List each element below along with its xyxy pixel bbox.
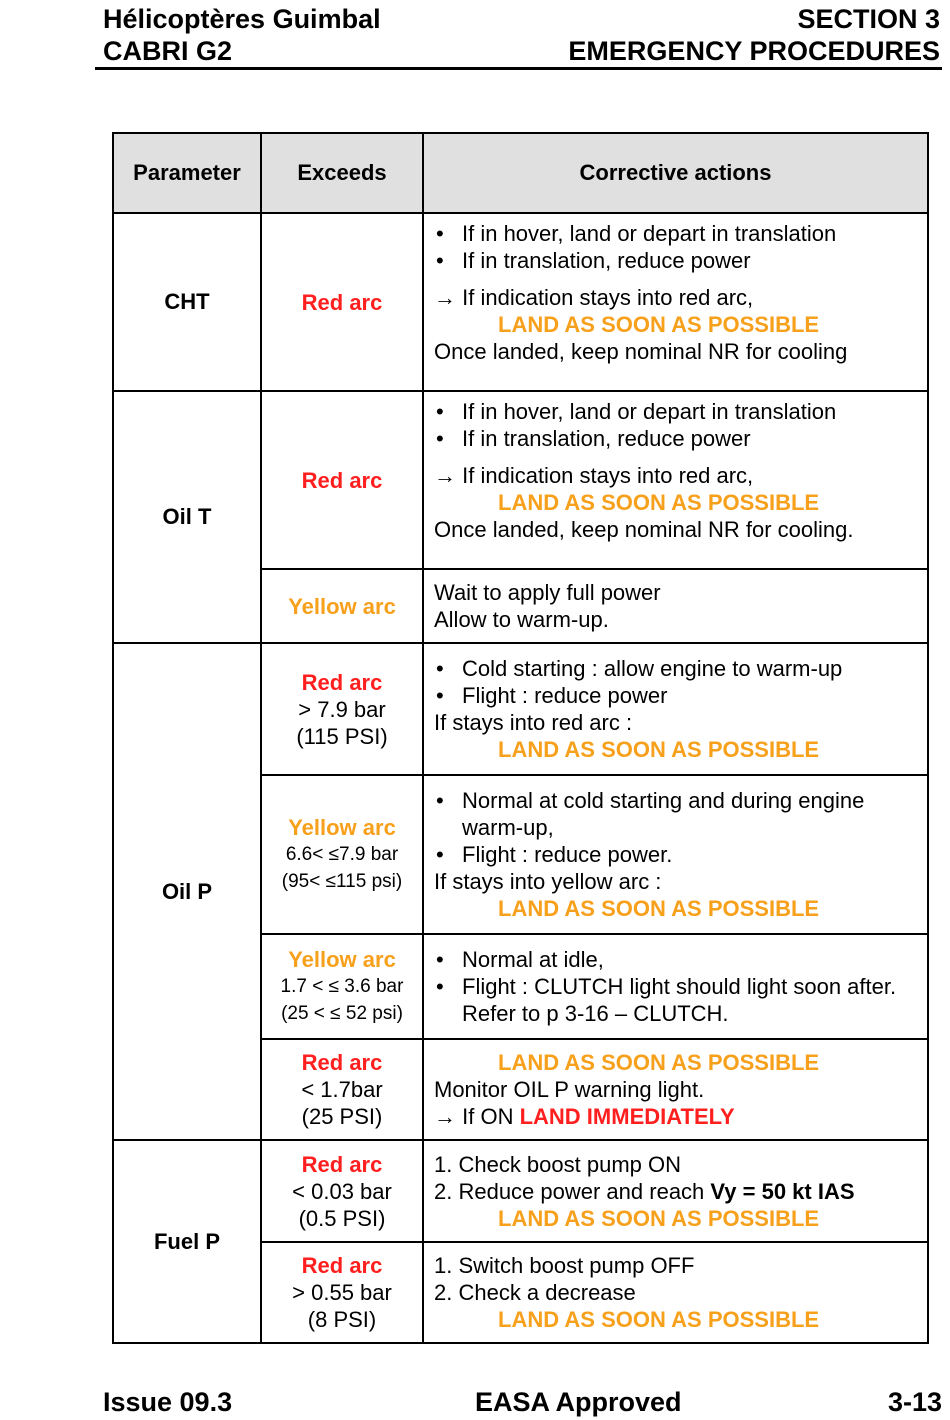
land-asap-text: LAND AS SOON AS POSSIBLE [498,490,820,515]
vy-speed-text: Vy = 50 kt IAS [710,1178,855,1204]
limit-value: (25 < ≤ 52 psi) [281,1003,403,1024]
col-exceeds: Exceeds [261,133,423,213]
land-asap-text: LAND AS SOON AS POSSIBLE [498,1307,820,1332]
footer-page-number: 3-13 [887,1387,942,1417]
exceeds-cell [261,1039,423,1140]
action-line: Wait to apply full power [434,580,661,605]
arrow-icon: → [434,1104,456,1129]
land-asap-text: LAND AS SOON AS POSSIBLE [498,1050,820,1075]
actions-cell [423,213,928,391]
limit-value: 6.6< ≤7.9 bar [285,844,399,865]
land-immediately-text: LAND IMMEDIATELY [519,1104,735,1129]
limit-value: > 7.9 bar [298,696,386,722]
limits-table [112,132,929,1344]
action-list [434,398,917,452]
list-item: • If in translation, reduce power [434,425,917,452]
section-title: EMERGENCY PROCEDURES [568,36,940,66]
col-parameter: Parameter [113,133,261,213]
exceeds-cell [261,1140,423,1242]
exceeds-label: Red arc [301,1253,383,1278]
actions-cell [423,1140,928,1242]
exceeds-label: Red arc [301,289,383,315]
table-row [113,213,928,391]
land-asap-text: LAND AS SOON AS POSSIBLE [498,737,820,762]
footer-issue: Issue 09.3 [103,1387,233,1417]
exceeds-label: Red arc [301,1050,383,1075]
action-line: Once landed, keep nominal NR for cooling. [434,517,854,542]
limit-value: (8 PSI) [307,1307,377,1332]
land-asap-text: LAND AS SOON AS POSSIBLE [498,1205,820,1231]
actions-cell [423,569,928,643]
header-right [568,3,940,67]
action-text: If indication stays into red arc, [462,285,754,310]
limit-value: (25 PSI) [301,1104,383,1129]
limit-value: < 0.03 bar [292,1178,392,1204]
param-oil-t: Oil T [113,391,261,643]
limit-value: (115 PSI) [296,723,388,749]
limit-value: (95< ≤115 psi) [281,871,403,892]
actions-cell [423,1039,928,1140]
list-item: • If in hover, land or depart in translation [434,220,917,247]
actions-cell [423,775,928,934]
list-item: • Flight : reduce power [434,682,917,709]
action-list [434,787,917,868]
list-item: • Cold starting : allow engine to warm-up [434,655,917,682]
action-text: If indication stays into red arc, [462,463,754,488]
exceeds-cell [261,934,423,1039]
exceeds-label: Red arc [301,467,383,493]
arrow-icon: → [434,285,456,310]
exceeds-cell [261,643,423,775]
action-line: If stays into red arc : [434,710,633,735]
action-line: 2. Check a decrease [434,1280,636,1305]
exceeds-cell [261,213,423,391]
limit-value: > 0.55 bar [292,1280,392,1305]
table-row [113,643,928,775]
action-line [434,1178,917,1205]
action-line [434,1103,917,1130]
action-line: Monitor OIL P warning light. [434,1077,705,1102]
action-list [434,946,917,1027]
action-list [434,220,917,274]
exceeds-cell [261,391,423,569]
exceeds-label: Yellow arc [288,815,396,840]
list-item: • Flight : reduce power. [434,841,917,868]
exceeds-label: Red arc [301,669,383,695]
section-number: SECTION 3 [797,4,940,34]
action-list [434,655,917,709]
exceeds-label: Yellow arc [288,947,396,972]
actions-cell [423,643,928,775]
aircraft-model: CABRI G2 [103,36,233,66]
exceeds-cell [261,1242,423,1343]
actions-cell [423,391,928,569]
exceeds-cell [261,569,423,643]
param-oil-p: Oil P [113,643,261,1140]
limit-value: 1.7 < ≤ 3.6 bar [280,976,404,997]
actions-cell [423,1242,928,1343]
footer-approval: EASA Approved [475,1387,682,1417]
action-line: If stays into yellow arc : [434,869,662,894]
company-name: Hélicoptères Guimbal [103,4,381,34]
arrow-icon: → [434,463,456,488]
table-row [113,1140,928,1242]
action-line: Allow to warm-up. [434,607,609,632]
param-fuel-p: Fuel P [113,1140,261,1343]
table-row [113,391,928,569]
list-item: • If in hover, land or depart in translation [434,398,917,425]
actions-cell [423,934,928,1039]
action-line: Once landed, keep nominal NR for cooling [434,339,848,364]
param-cht: CHT [113,213,261,391]
list-item: • Normal at cold starting and during engine warm-up, [434,787,917,841]
col-actions: Corrective actions [423,133,928,213]
action-line [434,284,917,311]
list-item: • Flight : CLUTCH light should light soon after. Refer to p 3-16 – CLUTCH. [434,973,917,1027]
list-item: • If in translation, reduce power [434,247,917,274]
action-text: If ON [462,1104,514,1129]
action-line [434,462,917,489]
exceeds-label: Yellow arc [288,593,396,619]
list-item: • Normal at idle, [434,946,917,973]
exceeds-cell [261,775,423,934]
action-line: 1. Check boost pump ON [434,1151,682,1177]
limit-value: (0.5 PSI) [298,1205,386,1231]
limit-value: < 1.7bar [301,1077,383,1102]
action-text: 2. Reduce power and reach [434,1178,705,1204]
action-line: 1. Switch boost pump OFF [434,1253,695,1278]
land-asap-text: LAND AS SOON AS POSSIBLE [498,312,820,337]
header-rule [95,67,942,70]
exceeds-label: Red arc [301,1151,383,1177]
land-asap-text: LAND AS SOON AS POSSIBLE [498,896,820,921]
header-left [103,3,381,67]
table-header-row [113,133,928,213]
